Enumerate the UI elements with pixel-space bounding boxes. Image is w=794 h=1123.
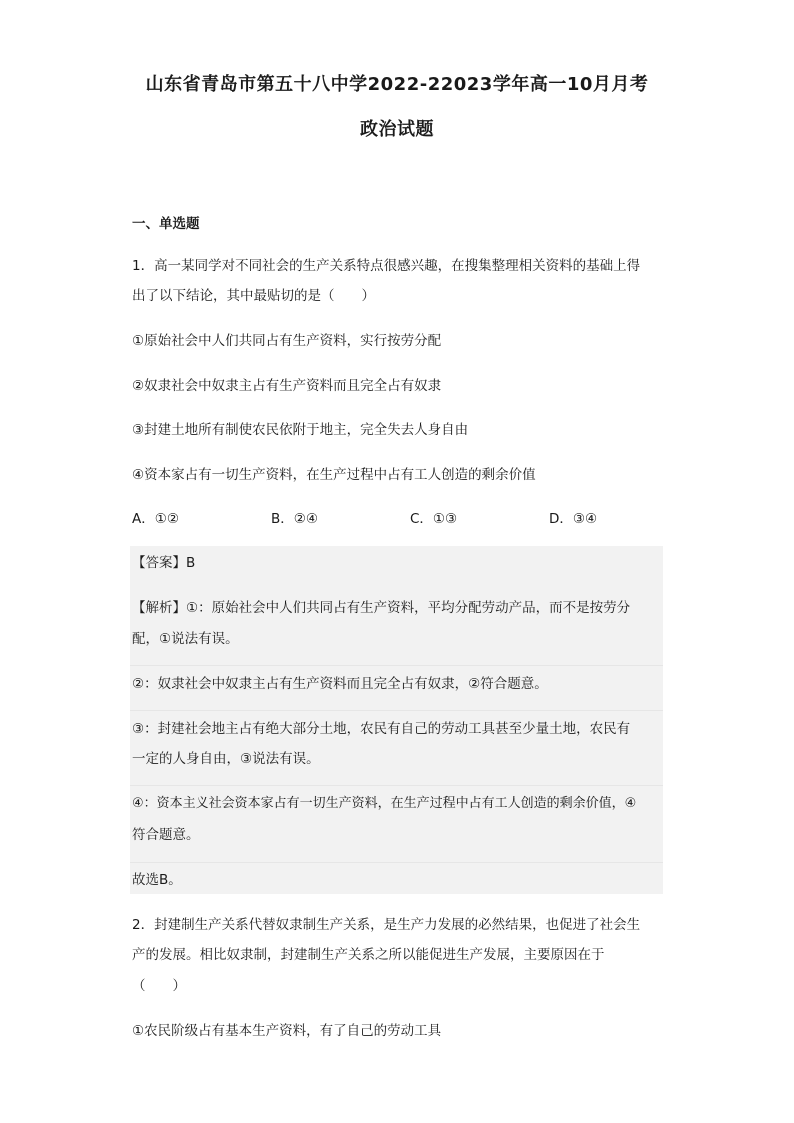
- q1-option-a: A．①②: [132, 511, 179, 527]
- q1-statement-3: ③封建土地所有制使农民依附于地主，完全失去人身自由: [132, 422, 469, 438]
- q2-stem-line3: （ ）: [132, 978, 186, 994]
- q1-option-c: C．①③: [410, 511, 458, 527]
- q1-statement-1: ①原始社会中人们共同占有生产资料，实行按劳分配: [132, 333, 442, 349]
- q1-analysis-4-line2: 符合题意。: [132, 827, 200, 843]
- q1-analysis-4-line1: ④：资本主义社会资本家占有一切生产资料，在生产过程中占有工人创造的剩余价值，④: [132, 796, 637, 811]
- q2-stem-line2: 产的发展。相比奴隶制，封建制生产关系之所以能促进生产发展，主要原因在于: [132, 947, 605, 963]
- q2-stem-line1: 2．封建制生产关系代替奴隶制生产关系，是生产力发展的必然结果，也促进了社会生: [132, 917, 641, 933]
- q1-conclusion: 故选B。: [132, 872, 182, 888]
- divider: [130, 665, 663, 666]
- q1-stem-line2: 出了以下结论，其中最贴切的是（ ）: [132, 288, 375, 304]
- q1-answer: 【答案】B: [132, 555, 196, 571]
- q1-analysis-2: ②：奴隶社会中奴隶主占有生产资料而且完全占有奴隶，②符合题意。: [132, 676, 548, 692]
- document-title: 山东省青岛市第五十八中学2022-22023学年高一10月月考: [145, 74, 649, 95]
- divider: [130, 710, 663, 711]
- document-subtitle: 政治试题: [360, 119, 434, 140]
- q1-analysis-3-line2: 一定的人身自由，③说法有误。: [132, 751, 320, 767]
- q1-statement-2: ②奴隶社会中奴隶主占有生产资料而且完全占有奴隶: [132, 378, 442, 394]
- q1-statement-4: ④资本家占有一切生产资料，在生产过程中占有工人创造的剩余价值: [132, 467, 536, 483]
- q1-option-d: D．③④: [549, 511, 598, 527]
- divider: [130, 785, 663, 786]
- q2-statement-1: ①农民阶级占有基本生产资料，有了自己的劳动工具: [132, 1023, 442, 1039]
- q1-analysis-1-line1: 【解析】①：原始社会中人们共同占有生产资料，平均分配劳动产品，而不是按劳分: [132, 600, 631, 616]
- divider: [130, 862, 663, 863]
- q1-analysis-3-line1: ③：封建社会地主占有绝大部分土地，农民有自己的劳动工具甚至少量土地，农民有: [132, 721, 631, 737]
- section-heading: 一、单选题: [132, 216, 200, 232]
- q1-option-b: B．②④: [271, 511, 318, 527]
- q1-stem-line1: 1．高一某同学对不同社会的生产关系特点很感兴趣，在搜集整理相关资料的基础上得: [132, 258, 641, 274]
- q1-analysis-1-line2: 配，①说法有误。: [132, 631, 239, 647]
